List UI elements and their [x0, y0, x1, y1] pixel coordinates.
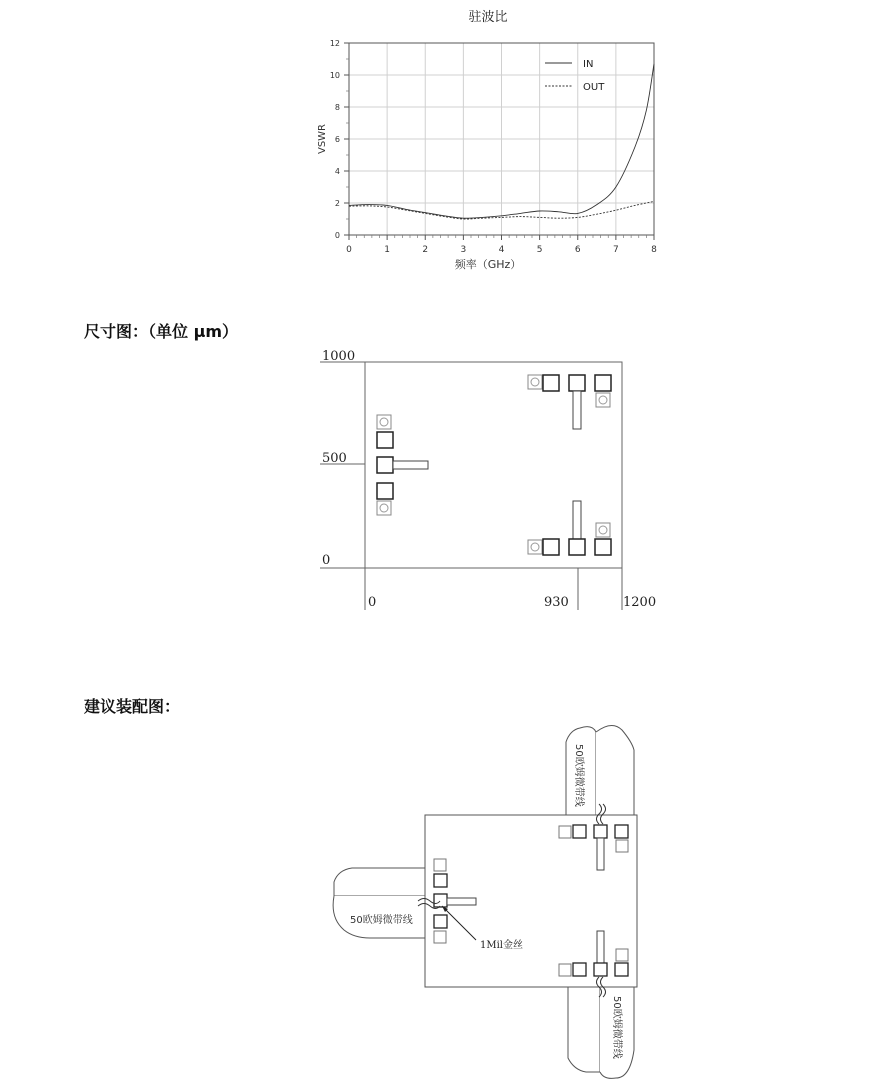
- assembly-heading: 建议装配图：: [84, 697, 181, 716]
- x-axis-label: 频率（GHz）: [454, 258, 522, 271]
- label-500: 500: [322, 451, 347, 466]
- microstrip-top-label: 50欧姆微带线: [573, 744, 584, 807]
- output-trace: [573, 501, 581, 539]
- x-tick-label: 7: [613, 245, 619, 255]
- ground-via-pad: [377, 501, 391, 515]
- bond-pad: [434, 874, 447, 887]
- y-tick-label: 4: [334, 167, 340, 176]
- y-tick-label: 6: [334, 135, 340, 144]
- x-tick-label: 5: [536, 245, 543, 255]
- x-tick-label: 4: [498, 245, 505, 255]
- bond-pad: [595, 539, 611, 555]
- x-tick-label: 2: [422, 245, 429, 255]
- ground-via-pad: [528, 375, 542, 389]
- output-trace: [597, 931, 604, 963]
- chart-title: 驻波比: [468, 10, 508, 25]
- x-tick-labels: [346, 245, 657, 255]
- bond-pad: [434, 915, 447, 928]
- x-tick-label: 3: [460, 245, 467, 255]
- bond-pad: [573, 963, 586, 976]
- microstrip-top: [566, 725, 634, 815]
- legend-in-label: IN: [583, 59, 594, 70]
- chart-ticks: [344, 43, 654, 240]
- y-tick-label: 12: [329, 39, 340, 48]
- ground-via-pad: [434, 931, 446, 943]
- bias-trace: [573, 391, 581, 429]
- x-tick-label: 1: [384, 245, 390, 255]
- ground-via-pad: [616, 949, 628, 961]
- bond-pad: [377, 483, 393, 499]
- microstrip-left: [333, 868, 425, 938]
- bond-pad: [615, 963, 628, 976]
- label-x1200: 1200: [623, 595, 657, 610]
- label-x930: 930: [544, 595, 569, 610]
- bias-trace: [597, 838, 604, 870]
- label-0: 0: [322, 553, 331, 568]
- x-tick-label: 0: [346, 245, 352, 255]
- assembly-drawing: [330, 720, 650, 1082]
- label-1000: 1000: [322, 349, 356, 364]
- bias-pad: [569, 375, 585, 391]
- rf-out-pad: [594, 963, 607, 976]
- rf-in-pad: [434, 894, 447, 907]
- y-tick-label: 8: [334, 103, 340, 112]
- ground-via-pad: [596, 523, 610, 537]
- dimension-drawing: [300, 340, 670, 620]
- bond-pad: [595, 375, 611, 391]
- bond-pad: [543, 539, 559, 555]
- rf-in-pad: [377, 457, 393, 473]
- microstrip-left-label: 50欧姆微带线: [350, 915, 413, 926]
- y-axis-label: VSWR: [317, 123, 328, 155]
- legend-out-label: OUT: [583, 82, 605, 93]
- ground-via-pad: [616, 840, 628, 852]
- ground-via-pad: [559, 826, 571, 838]
- chart-grid: [349, 43, 654, 235]
- y-tick-labels: [330, 39, 340, 240]
- bond-pad: [377, 432, 393, 448]
- vswr-chart: [300, 0, 680, 280]
- x-tick-label: 8: [651, 245, 657, 255]
- ground-via-pad: [559, 964, 571, 976]
- rf-out-pad: [569, 539, 585, 555]
- ground-via-pad: [596, 393, 610, 407]
- bondwire-label: 1Mil金丝: [480, 940, 523, 951]
- bias-pad: [594, 825, 607, 838]
- ground-via-pad: [377, 415, 391, 429]
- microstrip-bottom-label: 50欧姆微带线: [611, 996, 622, 1059]
- ground-via-pad: [528, 540, 542, 554]
- dimension-heading: 尺寸图：（单位 μm）: [84, 322, 239, 341]
- bond-pad: [573, 825, 586, 838]
- bond-pad: [543, 375, 559, 391]
- ground-via-pad: [434, 859, 446, 871]
- y-tick-label: 2: [334, 199, 340, 208]
- rf-in-trace: [447, 898, 476, 905]
- rf-in-trace: [393, 461, 428, 469]
- bond-pad: [615, 825, 628, 838]
- y-tick-label: 10: [329, 71, 340, 80]
- y-tick-label: 0: [334, 231, 340, 240]
- label-x0: 0: [368, 595, 377, 610]
- microstrip-bottom: [568, 987, 634, 1078]
- x-tick-label: 6: [574, 245, 581, 255]
